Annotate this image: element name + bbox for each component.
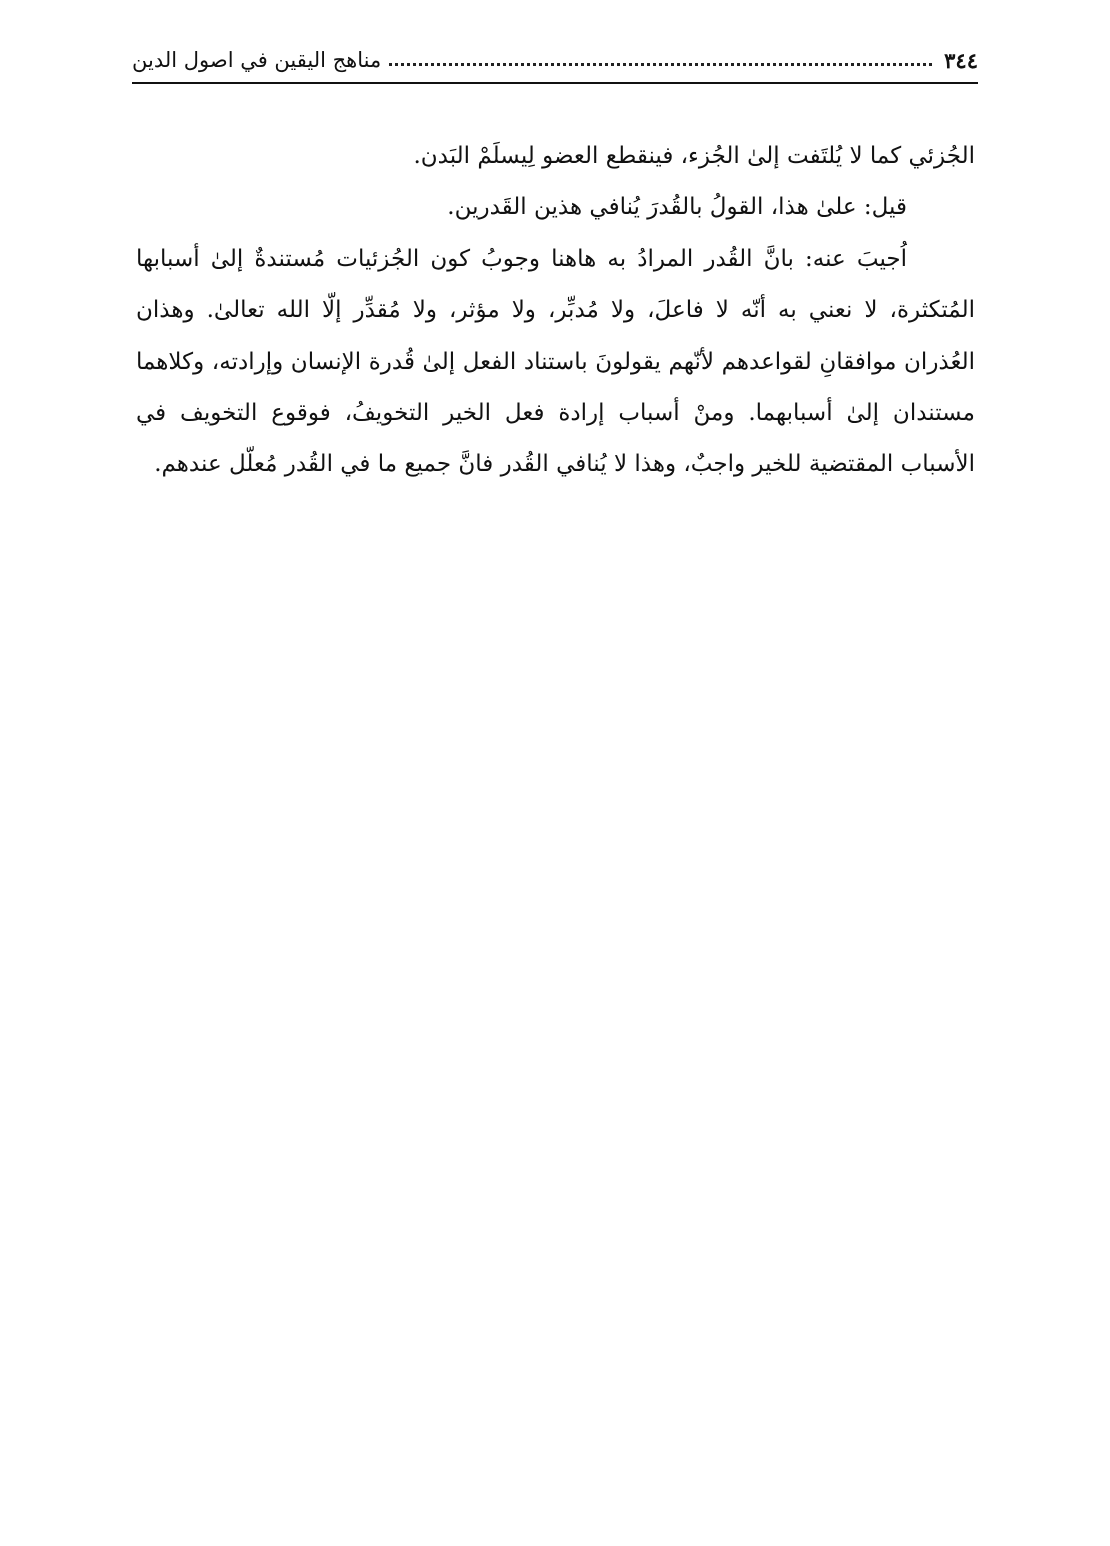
dotted-leader xyxy=(389,63,932,66)
book-title: مناهج اليقين في اصول الدين xyxy=(132,47,382,72)
header-rule xyxy=(132,82,978,84)
running-header xyxy=(132,40,978,80)
page-number: ٣٤٤ xyxy=(944,47,978,73)
paragraph-continuation: الجُزئي كما لا يُلتَفت إلىٰ الجُزء، فينقطع العضو لِيسلَمْ البَدن. xyxy=(413,143,975,169)
paragraph-answer: اُجيبَ عنه: بانَّ القُدر المرادُ به هاهنا وجوبُ كون الجُزئيات مُستندةٌ إلىٰ أسبابها المُتكثرة، لا نعني به أنّه لا فاعلَ، ولا مُدبِّر، ولا مؤثر، ولا مُقدِّر إلّا الله تعالىٰ. وهذان العُذران موافقانِ لقواعدهم لأنّهم يقولونَ باستناد الفعل إلىٰ قُدرة الإنسان وإرادته، وكلاهما مستندان إلىٰ أسبابهما. ومنْ أسباب إرادة فعل الخير التخويفُ، فوقوع التخويف في الأسباب المقتضية للخير واجبٌ، وهذا لا يُنافي القُدر فانَّ جميع ما في القُدر مُعلّل عندهم. xyxy=(136,245,975,478)
body-text xyxy=(136,131,975,491)
paragraph-objection: قيل: علىٰ هذا، القولُ بالقُدرَ يُنافي هذين القَدرين. xyxy=(447,194,907,221)
